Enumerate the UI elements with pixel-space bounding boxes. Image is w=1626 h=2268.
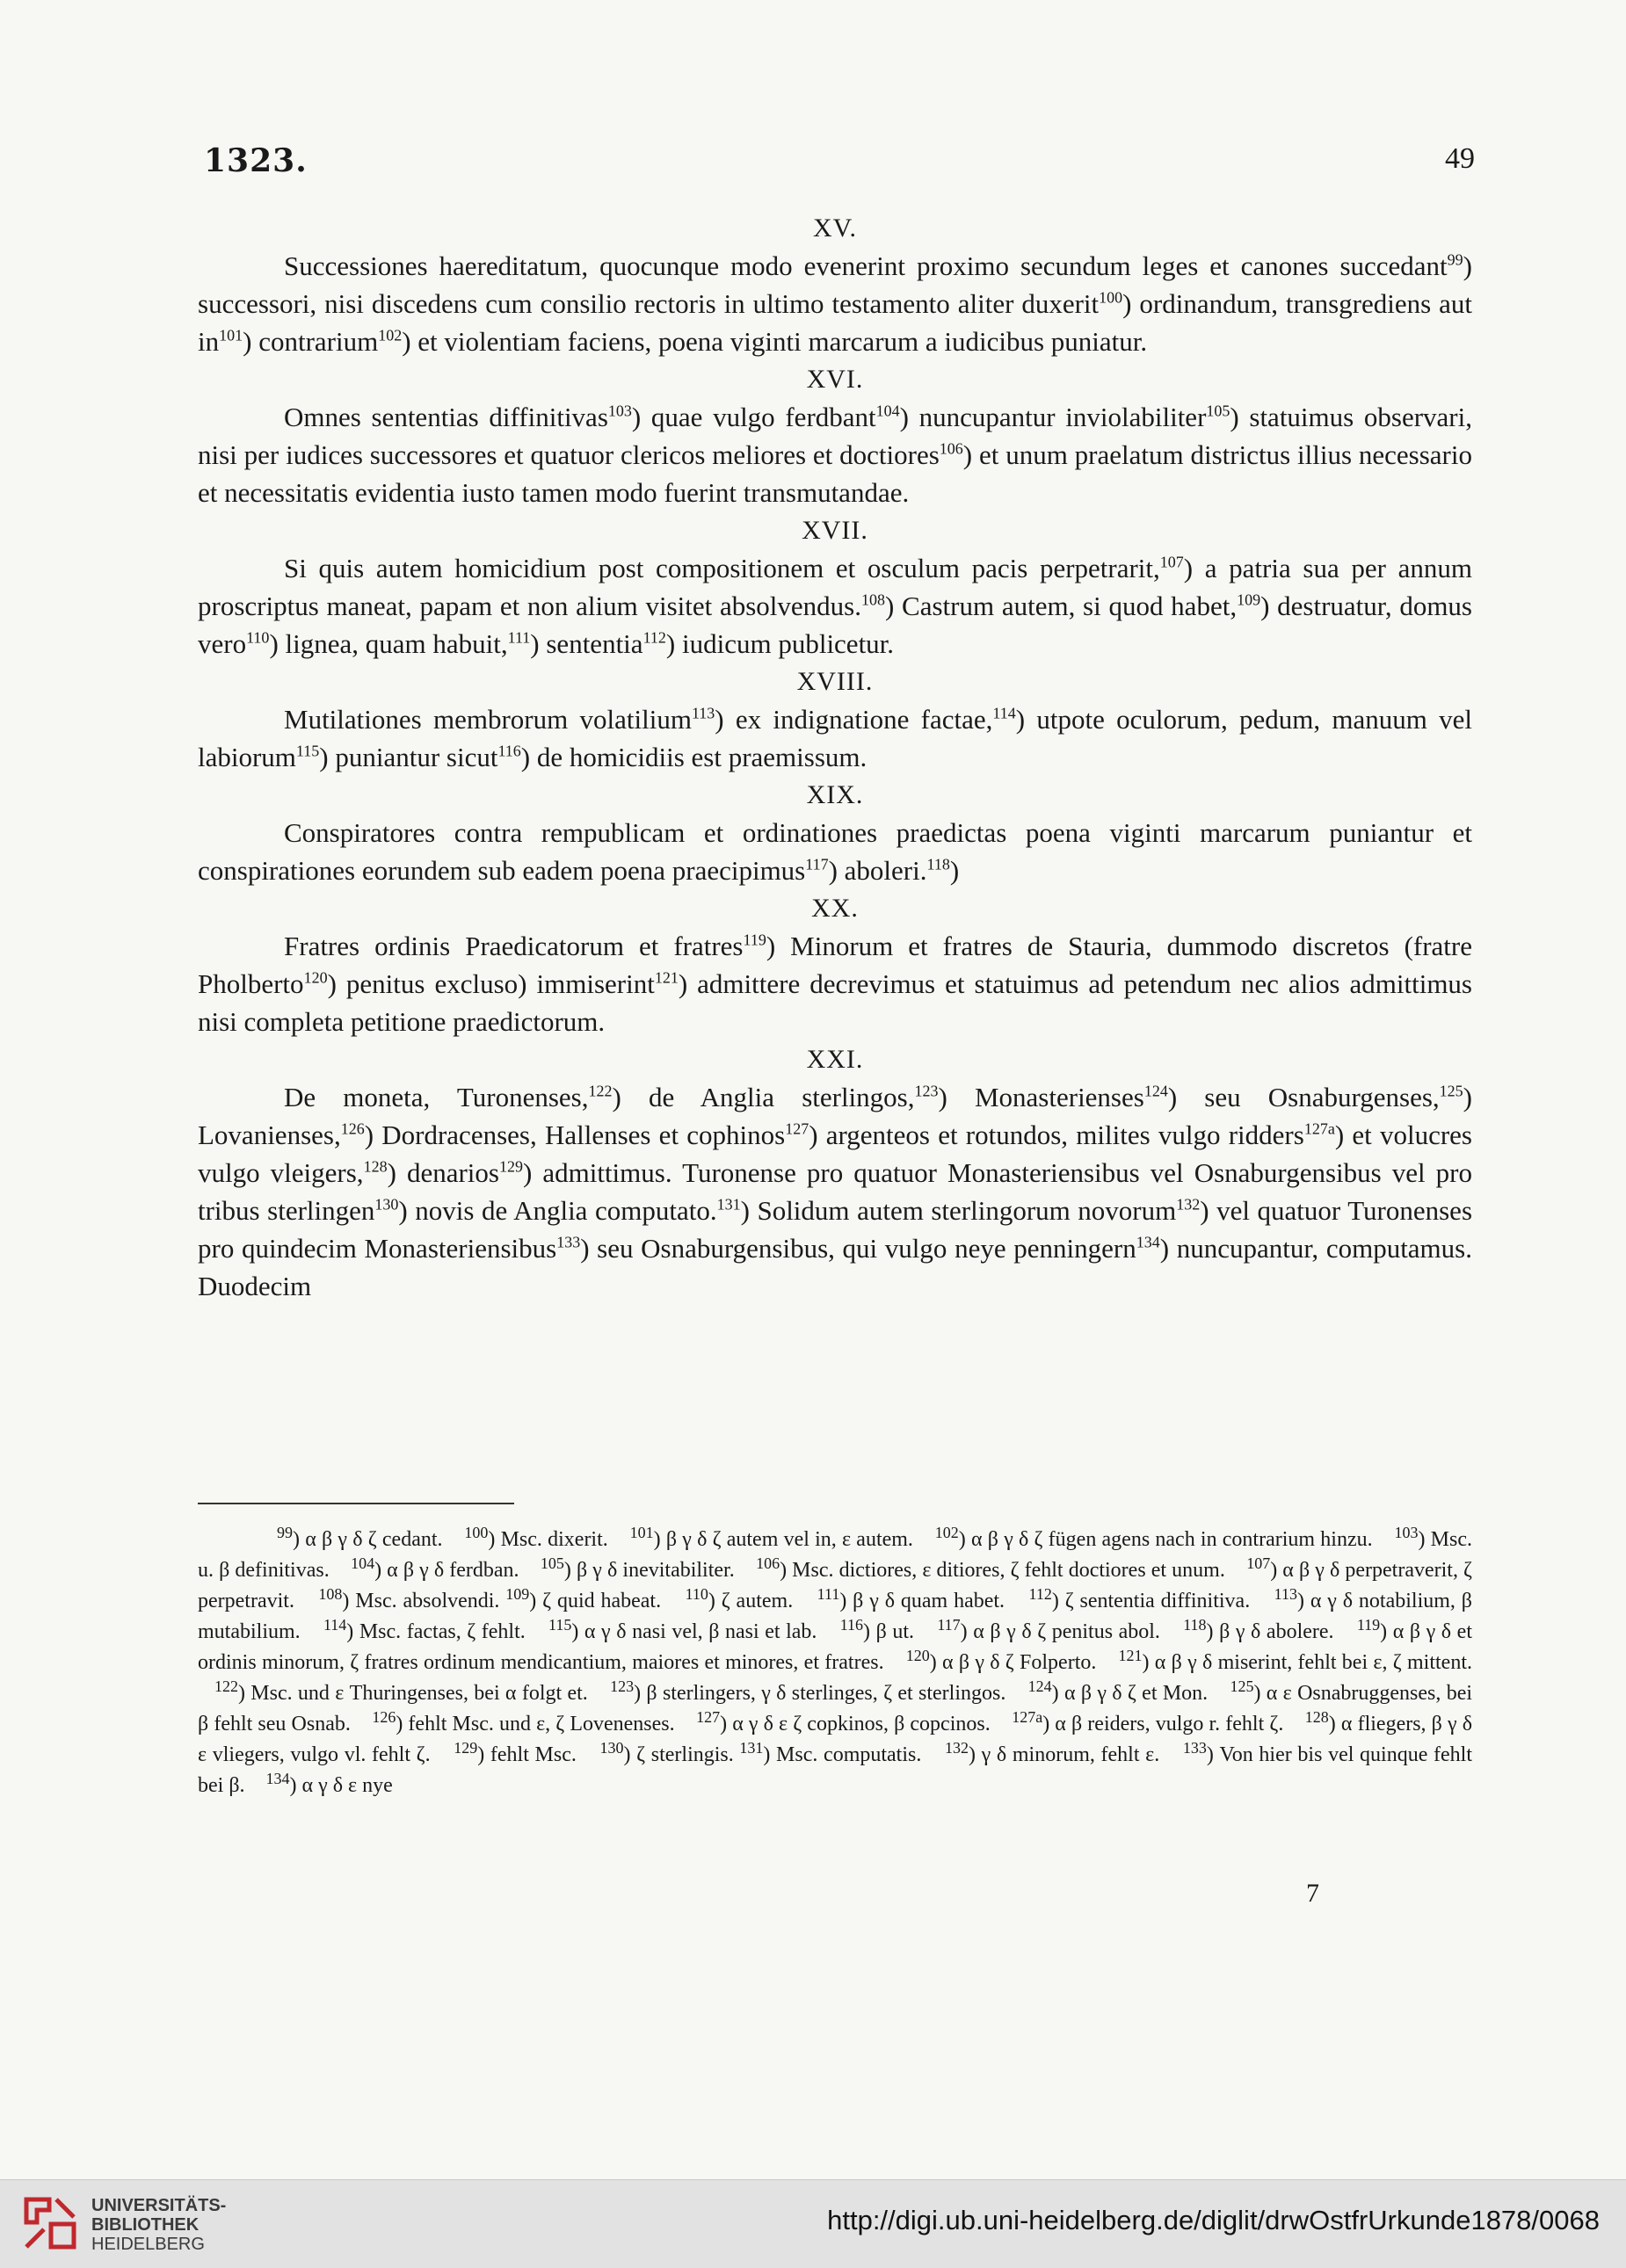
section-heading: XX. [811,894,859,923]
section-heading: XXI. [806,1045,864,1074]
signature-mark: 7 [1306,1879,1319,1908]
section-heading: XVI. [806,365,864,394]
section-heading: XIX. [806,780,864,809]
main-text [198,209,1472,1305]
section-heading: XVII. [802,516,868,545]
running-head-year: 1323. [204,142,308,179]
section-paragraph: Conspiratores contra rempublicam et ordinationes praedictas poena viginti marcarum puniantur et conspirationes eorundem sub eadem poena praecipimus$^{117}$) aboleri.$^{118}$) [198,817,1472,886]
section-paragraph: Successiones haereditatum, quocunque modo evenerint proximo secundum leges et canones succedant$^{99}$) successori, nisi discedens cum consilio rectoris in ultimo testamento aliter duxerit$^{100}$) ordinandum, transgrediens aut $in^{101}$) contrarium$^{102}$) et violentiam faciens, poena viginti marcarum a iudicibus puniatur. [198,250,1472,357]
library-name-line-3: HEIDELBERG [91,2235,205,2254]
page-number: 49 [1445,142,1475,175]
section-paragraph: De moneta, Turonenses,$^{122}$) de Anglia sterlingos,$^{123}$) Monasterienses$^{124}$) seu Osnaburgenses,$^{125}$) Lovanienses,$^{126}$) Dordracenses, Hallenses et cophinos$^{127}$) argenteos et rotundos, milites vulgo ridders$^{127a}$) et volucres vulgo vleigers,$^{128}$) denarios$^{129}$) admittimus. Turonense pro quatuor Monasteriensibus vel Osnaburgensibus vel pro tribus sterlingen$^{130}$) novis de Anglia computato.$^{131}$) Solidum autem sterlingorum novorum$^{132}$) vel quatuor Turonenses pro quindecim Monasteriensibus$^{133}$) seu Osnaburgensibus, qui vulgo neye penningern$^{134}$) nuncupantur, computamus. Duodecim [198,1082,1473,1301]
university-library-logo-icon [19,2192,81,2254]
library-name-line-2: BIBLIOTHEK [91,2215,200,2235]
footer-bar [0,2179,1626,2268]
permalink-url[interactable]: http://digi.ub.uni-heidelberg.de/diglit/drwOstfrUrkunde1878/0068 [827,2205,1600,2235]
library-name-line-1: UNIVERSITÄTS- [91,2196,227,2215]
footnote-text: $^{99}$) α β γ δ ζ cedant. $^{100}$) Msc. dixerit. $^{101}$) β γ δ ζ autem vel in, ε autem. $^{102}$) α β γ δ ζ fügen agens nach in contrarium hinzu. $^{103}$) Msc. u. β definitivas. $^{104}$) α β γ δ ferdban. $^{105}$) β γ δ inevitabiliter. $^{106}$) Msc. dictiores, ε ditiores, ζ fehlt doctiores et unum. $^{107}$) α β γ δ perpetraverit, ζ perpetravit. $^{108}$) Msc. absolvendi. $^{109}$) ζ quid habeat. $^{110}$) ζ autem. $^{111}$) β γ δ quam habet. $^{112}$) ζ sententia diffinitiva. $^{113}$) α γ δ notabilium, β mutabilium. $^{114}$) Msc. factas, ζ fehlt. $^{115}$) α γ δ nasi vel, β nasi et lab. $^{116}$) β ut. $^{117}$) α β γ δ ζ penitus abol. $^{118}$) β γ δ abolere. $^{119}$) α β γ δ et ordinis minorum, ζ fratres ordinum mendicantium, maiores et minores, et fratres. $^{120}$) α β γ δ ζ Folperto. $^{121}$) α β γ δ miserint, fehlt bei ε, ζ mittent. $^{122}$) Msc. und ε Thuringenses, bei α folgt et. $^{123}$) β sterlingers, γ δ sterlinges, ζ et sterlingos. $^{124}$) α β γ δ ζ et Mon. $^{125}$) α ε Osnabruggenses, bei β fehlt seu Osnab. $^{126}$) fehlt Msc. und ε, ζ Lovenenses. $^{127}$) α γ δ ε ζ copkinos, β copcinos. $^{127a}$) α β reiders, vulgo r. fehlt ζ. $^{128}$) α fliegers, β γ δ ε vliegers, vulgo vl. fehlt ζ. $^{129}$) fehlt Msc. $^{130}$) ζ sterlingis. $^{131}$) Msc. computatis. $^{132}$) γ δ minorum, fehlt ε. $^{133}$) Von hier bis vel quinque fehlt bei β. $^{134}$) α γ δ ε nye [198,1524,1473,1797]
footnote-divider [198,1503,514,1504]
section-heading: XV. [813,214,857,243]
section-paragraph: Si quis autem homicidium post compositionem et osculum pacis perpetrarit,$^{107}$) a patria sua per annum proscriptus maneat, papam et non alium visitet absolvendus.$^{108}$) Castrum autem, si quod habet,$^{109}$) destruatur, domus vero$^{110}$) lignea, quam habuit,$^{111}$) sententia$^{112}$) iudicum publicetur. [198,553,1472,659]
library-name [91,2196,226,2254]
section-heading: XVIII. [796,667,874,696]
section-paragraph: Mutilationes membrorum volatilium$^{113}$) ex indignatione factae,$^{114}$) utpote oculorum, pedum, manuum vel labiorum$^{115}$) puniantur sicut$^{116}$) de homicidiis est praemissum. [198,704,1473,772]
section-paragraph: Fratres ordinis Praedicatorum et fratres$^{119}$) Minorum et fratres de Stauria, dummodo discretos (fratre Pholberto$^{120}$) penitus excluso) immiserint$^{121}$) admittere decrevimus et statuimus ad petendum nec alios admittimus nisi completa petitione praedictorum. [198,931,1473,1037]
section-paragraph: Omnes sententias diffinitivas$^{103}$) quae vulgo ferdbant$^{104}$) nuncupantur inviolabiliter$^{105}$) statuimus observari, nisi per iudices successores et quatuor clericos meliores et doctiores$^{106}$) et unum praelatum districtus illius necessario et necessitatis evidentia iusto tamen modo fuerint transmutandae. [198,402,1472,508]
footnotes [198,1525,1472,1801]
